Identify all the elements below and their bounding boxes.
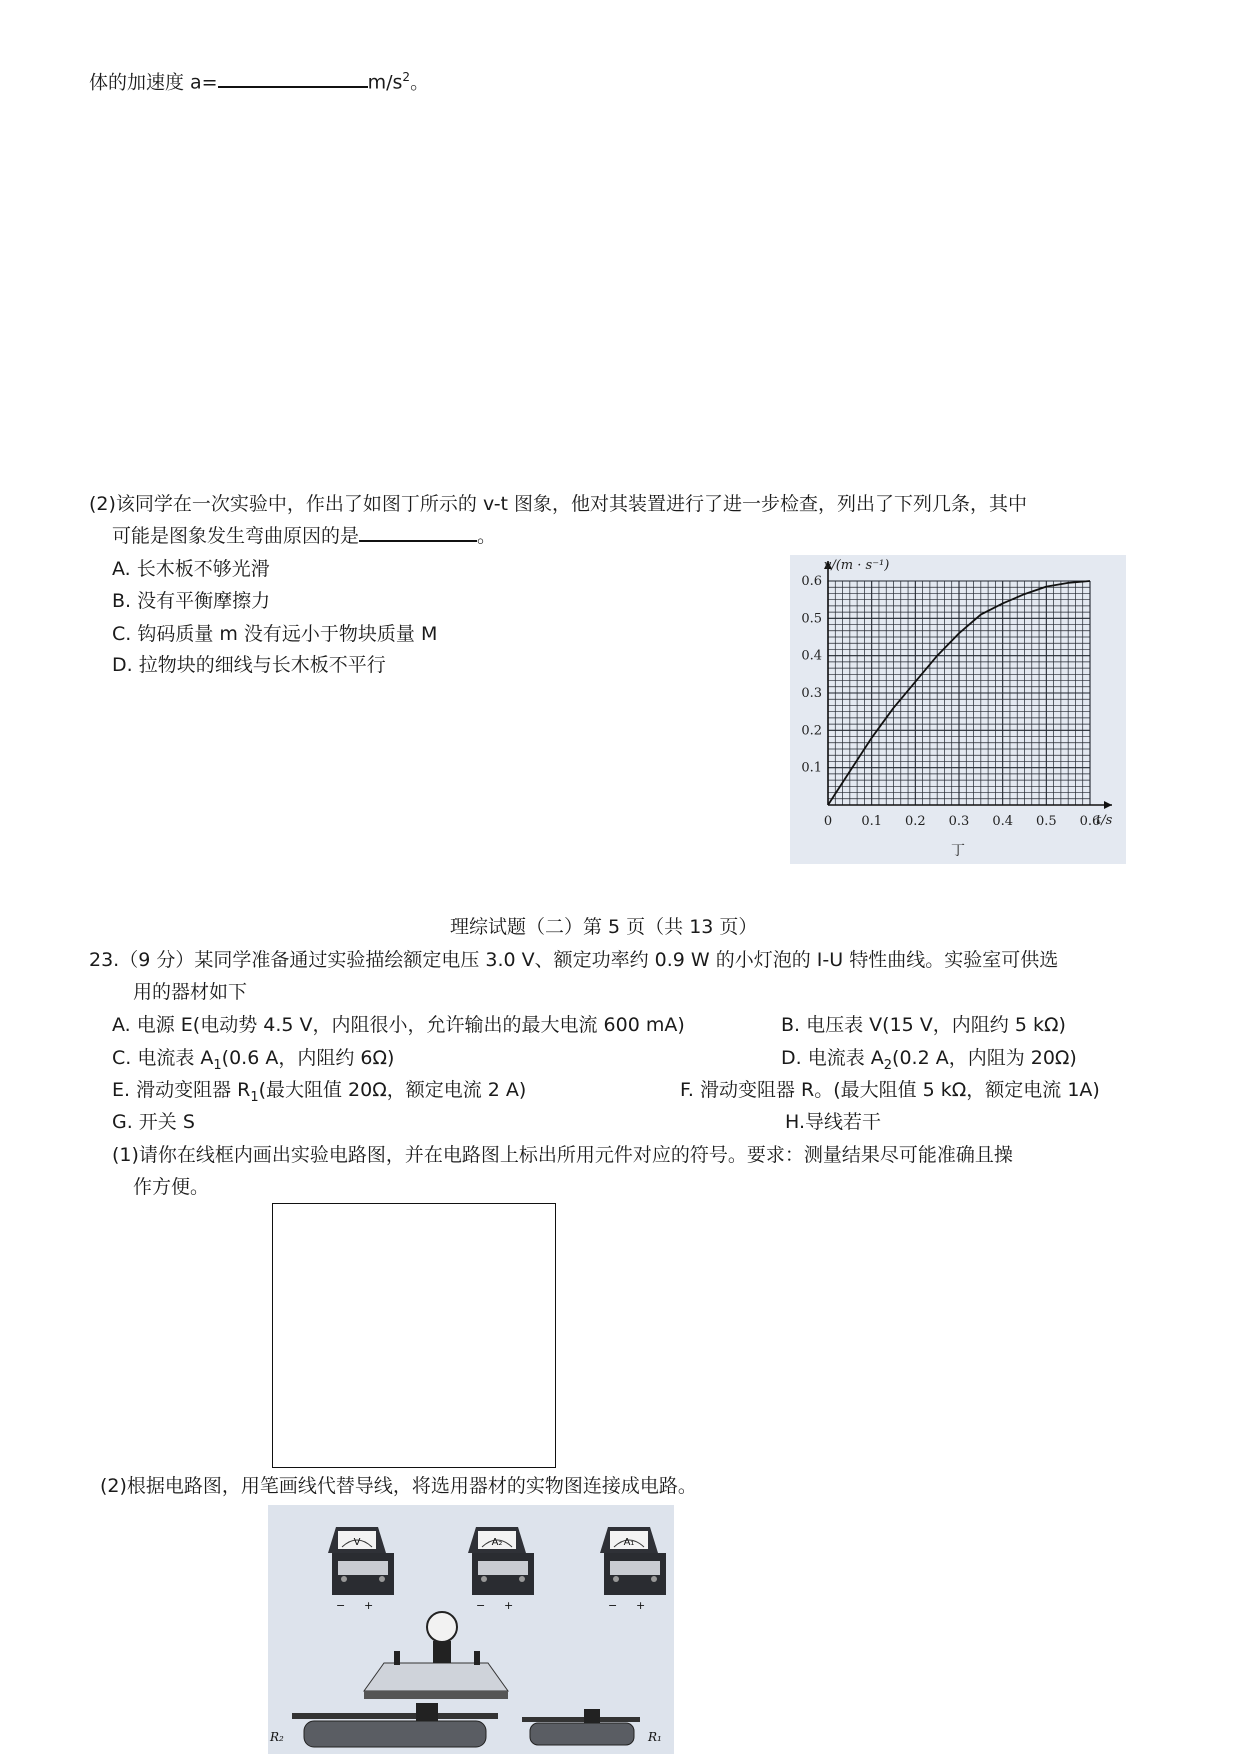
voltmeter (328, 1527, 394, 1612)
q2-option-a: A. 长木板不够光滑 (112, 558, 270, 580)
acceleration-question (89, 64, 429, 95)
ammeter-a2 (468, 1527, 534, 1612)
chart-caption: 丁 (951, 843, 965, 859)
circuit-drawing-box[interactable] (272, 1203, 556, 1468)
ammeter-a2-minus: − (476, 1599, 486, 1612)
q2-line1: (2)该同学在一次实验中，作出了如图丁所示的 v-t 图象，他对其装置进行了进一步检查，列出了下列几条，其中 (89, 493, 1028, 515)
q23-line2: 用的器材如下 (133, 981, 248, 1003)
q23-line1: 23.（9 分）某同学准备通过实验描绘额定电压 3.0 V、额定功率约 0.9 W 的小灯泡的 I-U 特性曲线。实验室可供选 (89, 949, 1059, 971)
q23-option-f: F. 滑动变阻器 R。(最大阻值 5 kΩ，额定电流 1A) (680, 1079, 1100, 1101)
x-tick-label: 0.2 (904, 814, 926, 829)
ammeter-a2-plus: + (504, 1599, 514, 1612)
q23-option-e-sub: 1 (250, 1089, 259, 1105)
q23-sub1-line2: 作方便。 (133, 1176, 210, 1198)
y-tick-label: 0.5 (801, 611, 822, 627)
accel-power: 2 (402, 70, 411, 84)
q23-option-d (781, 1045, 1077, 1079)
q2-option-d: D. 拉物块的细线与长木板不平行 (112, 654, 386, 676)
q23-option-d-pre: D. 电流表 A (781, 1047, 884, 1069)
apparatus-illustration (268, 1505, 674, 1754)
accel-end: 。 (410, 71, 430, 94)
q23-sub2: (2)根据电路图，用笔画线代替导线，将选用器材的实物图连接成电路。 (100, 1475, 697, 1497)
x-tick-label: 0.5 (1035, 814, 1057, 829)
accel-prefix: 体的加速度 a= (89, 71, 218, 94)
q2-line2-end: 。 (477, 525, 497, 547)
x-tick-label: 0.4 (992, 814, 1014, 829)
y-tick-label: 0.6 (801, 574, 822, 589)
ammeter-a1-label: A₁ (623, 1537, 635, 1548)
y-tick-label: 0.3 (801, 686, 822, 701)
q23-option-g: G. 开关 S (112, 1111, 195, 1133)
voltmeter-plus: + (364, 1599, 374, 1612)
rheostat-r1 (522, 1709, 662, 1745)
q23-option-a: A. 电源 E(电动势 4.5 V，内阻很小，允许输出的最大电流 600 mA) (112, 1014, 685, 1036)
ammeter-a1 (600, 1527, 666, 1612)
accel-unit: m/s (367, 71, 403, 94)
x-tick-label: 0.1 (861, 814, 883, 829)
q23-option-e-pre: E. 滑动变阻器 R (112, 1079, 251, 1101)
y-tick-label: 0.2 (801, 723, 822, 739)
y-axis-label: v/(m · s⁻¹) (824, 558, 890, 573)
page-footer: 理综试题（二）第 5 页（共 13 页） (450, 916, 758, 938)
ammeter-a2-label: A₂ (491, 1537, 503, 1548)
x-tick-label: 0.6 (1079, 814, 1101, 829)
q23-option-h: H.导线若干 (785, 1111, 881, 1133)
vt-chart (790, 555, 1126, 864)
x-tick-label: 0 (823, 814, 833, 829)
q23-option-b: B. 电压表 V(15 V，内阻约 5 kΩ) (781, 1014, 1066, 1036)
voltmeter-minus: − (336, 1599, 346, 1612)
q23-option-c-post: (0.6 A，内阻约 6Ω) (221, 1047, 395, 1069)
q2-line2-prefix: 可能是图象发生弯曲原因的是 (112, 525, 360, 547)
q23-option-c-pre: C. 电流表 A (112, 1047, 214, 1069)
q2-line2 (112, 522, 496, 549)
voltmeter-label: V (353, 1537, 361, 1548)
ammeter-a1-minus: − (608, 1599, 618, 1612)
accel-answer-blank[interactable] (218, 68, 368, 88)
q23-option-c (112, 1045, 394, 1079)
vt-graph-photo (790, 555, 1126, 864)
q23-option-e (112, 1077, 526, 1111)
q23-option-c-sub: 1 (213, 1057, 222, 1073)
rheostat-r2 (269, 1703, 498, 1747)
rheostat-r2-label: R₂ (270, 1730, 284, 1744)
x-axis-arrow (1104, 801, 1112, 809)
x-axis-label: t/s (1096, 813, 1113, 828)
apparatus-photo (268, 1505, 674, 1754)
q2-answer-blank[interactable] (359, 522, 477, 542)
q23-sub1-line1: (1)请你在线框内画出实验电路图，并在电路图上标出所用元件对应的符号。要求：测量结果尽可能准确且操 (112, 1144, 1013, 1166)
y-tick-label: 0.1 (801, 760, 822, 776)
ammeter-a1-plus: + (636, 1599, 646, 1612)
rheostat-r1-label: R₁ (648, 1730, 662, 1744)
q2-option-b: B. 没有平衡摩擦力 (112, 590, 271, 612)
x-tick-label: 0.3 (948, 814, 970, 829)
q2-option-c: C. 钩码质量 m 没有远小于物块质量 M (112, 623, 438, 645)
q23-option-d-post: (0.2 A，内阻为 20Ω) (892, 1047, 1077, 1069)
q23-option-e-post: (最大阻值 20Ω，额定电流 2 A) (258, 1079, 527, 1101)
y-tick-label: 0.4 (801, 648, 822, 664)
light-bulb-base (364, 1612, 508, 1699)
q23-option-d-sub: 2 (883, 1057, 893, 1073)
